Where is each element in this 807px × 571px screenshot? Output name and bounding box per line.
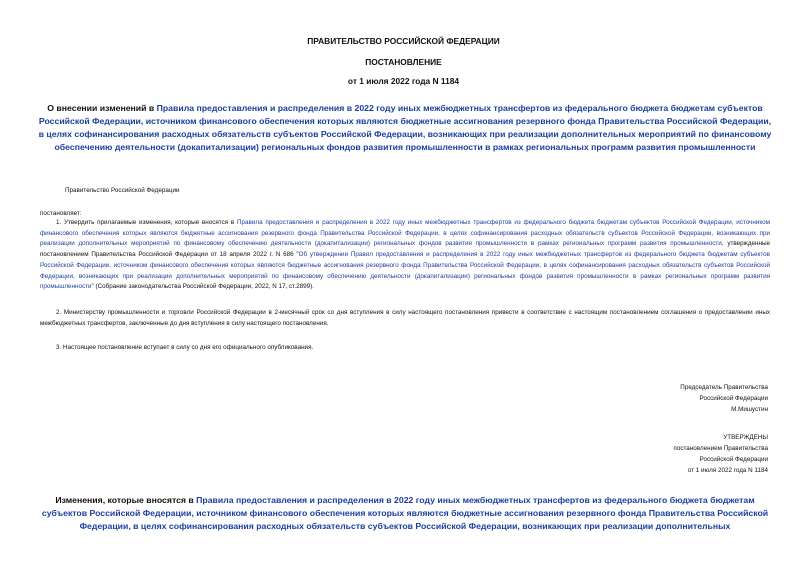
document-type-heading: ПОСТАНОВЛЕНИЕ: [365, 57, 442, 67]
resolution-686-link[interactable]: Об утверждении Правил предоставления и распределения в 2022 году иных межбюджетных трансфертов из федерального бюджета бюджетам субъектов Российской Федерации, источником финансового обеспечения которых являются бюджетные ассигнования резервного фонда Правительства Российской Федерации, в целях софинансирования расходных обязательств субъектов Российской Федерации, возникающих при реализации дополнительных мероприятий по финансовому обеспечению деятельности (докапитализации) региональных фондов развития промышленности в рамках региональных программ развития промышленности: [40, 251, 771, 291]
paragraph-2: 2. Министерству промышленности и торговли Российской Федерации в 2-месячный срок со дня вступления в силу настоящего постановления привести в соответствие с настоящим постановлением соглашения о предоставлении иных межбюджетных трансфертов, заключенные до дня вступления в силу настоящего постановления.: [40, 309, 770, 327]
paragraph-1-text-a: 1. Утвердить прилагаемые изменения, которые вносятся в: [56, 219, 238, 226]
signature-name: М.Мишустин: [731, 406, 768, 413]
paragraph-1: [40, 218, 770, 293]
approval-line-1: УТВЕРЖДЕНЫ: [723, 434, 768, 441]
decides-line: постановляет:: [40, 210, 82, 217]
rules-link[interactable]: Правила предоставления и распределения в 2022 году иных межбюджетных трансфертов из федерального бюджета бюджетам субъектов Российской Федерации, источником финансового обеспечения которых являются бюджетные ассигнования резервного фонда Правительства Российской Федерации, в целях софинансирования расходных обязательств субъектов Российской Федерации, возникающих при реализации дополнительных мероприятий по финансовому обеспечению деятельности (докапитализации) региональных фондов развития промышленности в рамках региональных программ развития промышленности: [40, 219, 770, 248]
signature-line-2: Российской Федерации: [699, 395, 768, 402]
signature-block: [680, 382, 768, 415]
changes-title-prefix: Изменения, которые вносятся в: [55, 495, 197, 505]
government-line: Правительство Российской Федерации: [65, 187, 180, 194]
paragraph-1-text-b: , утвержденные постановлением Правительства Российской Федерации от 18 апреля 2022 г. N 686 ": [40, 240, 771, 259]
signature-line-1: Председатель Правительства: [680, 384, 768, 391]
document-title: [38, 102, 772, 154]
paragraph-3: 3. Настоящее постановление вступает в силу со дня его официального опубликования.: [56, 344, 314, 351]
approval-line-4: от 1 июля 2022 года N 1184: [687, 467, 768, 474]
changes-title: [38, 494, 772, 533]
approval-block: [673, 432, 768, 476]
changes-rules-link[interactable]: Правила предоставления и распределения в 2022 году иных межбюджетных трансфертов из федерального бюджета бюджетам субъектов Российской Федерации, источником финансового обеспечения которых являются бюджетные ассигнования резервного фонда Правительства Российской Федерации, в целях софинансирования расходных обязательств субъектов Российской Федерации, возникающих при реализации дополнительных: [41, 495, 769, 531]
document-date-number: от 1 июля 2022 года N 1184: [347, 76, 460, 86]
title-rules-link[interactable]: Правила предоставления и распределения в 2022 году иных межбюджетных трансфертов из федерального бюджета бюджетам субъектов Российской Федерации, источником финансового обеспечения которых являются бюджетные ассигнования резервного фонда Правительства Российской Федерации, в целях софинансирования расходных обязательств субъектов Российской Федерации, возникающих при реализации дополнительных мероприятий по финансовому обеспечению деятельности (докапитализации) региональных фондов развития промышленности в рамках региональных программ развития промышленности: [38, 103, 772, 152]
approval-line-2: постановлением Правительства: [673, 445, 768, 452]
paragraph-1-text-c: " (Собрание законодательства Российской Федерации, 2022, N 17, ст.2899).: [91, 283, 314, 291]
approval-line-3: Российской Федерации: [699, 456, 768, 463]
government-heading: ПРАВИТЕЛЬСТВО РОССИЙСКОЙ ФЕДЕРАЦИИ: [307, 36, 500, 46]
title-prefix: О внесении изменений в: [47, 103, 157, 113]
